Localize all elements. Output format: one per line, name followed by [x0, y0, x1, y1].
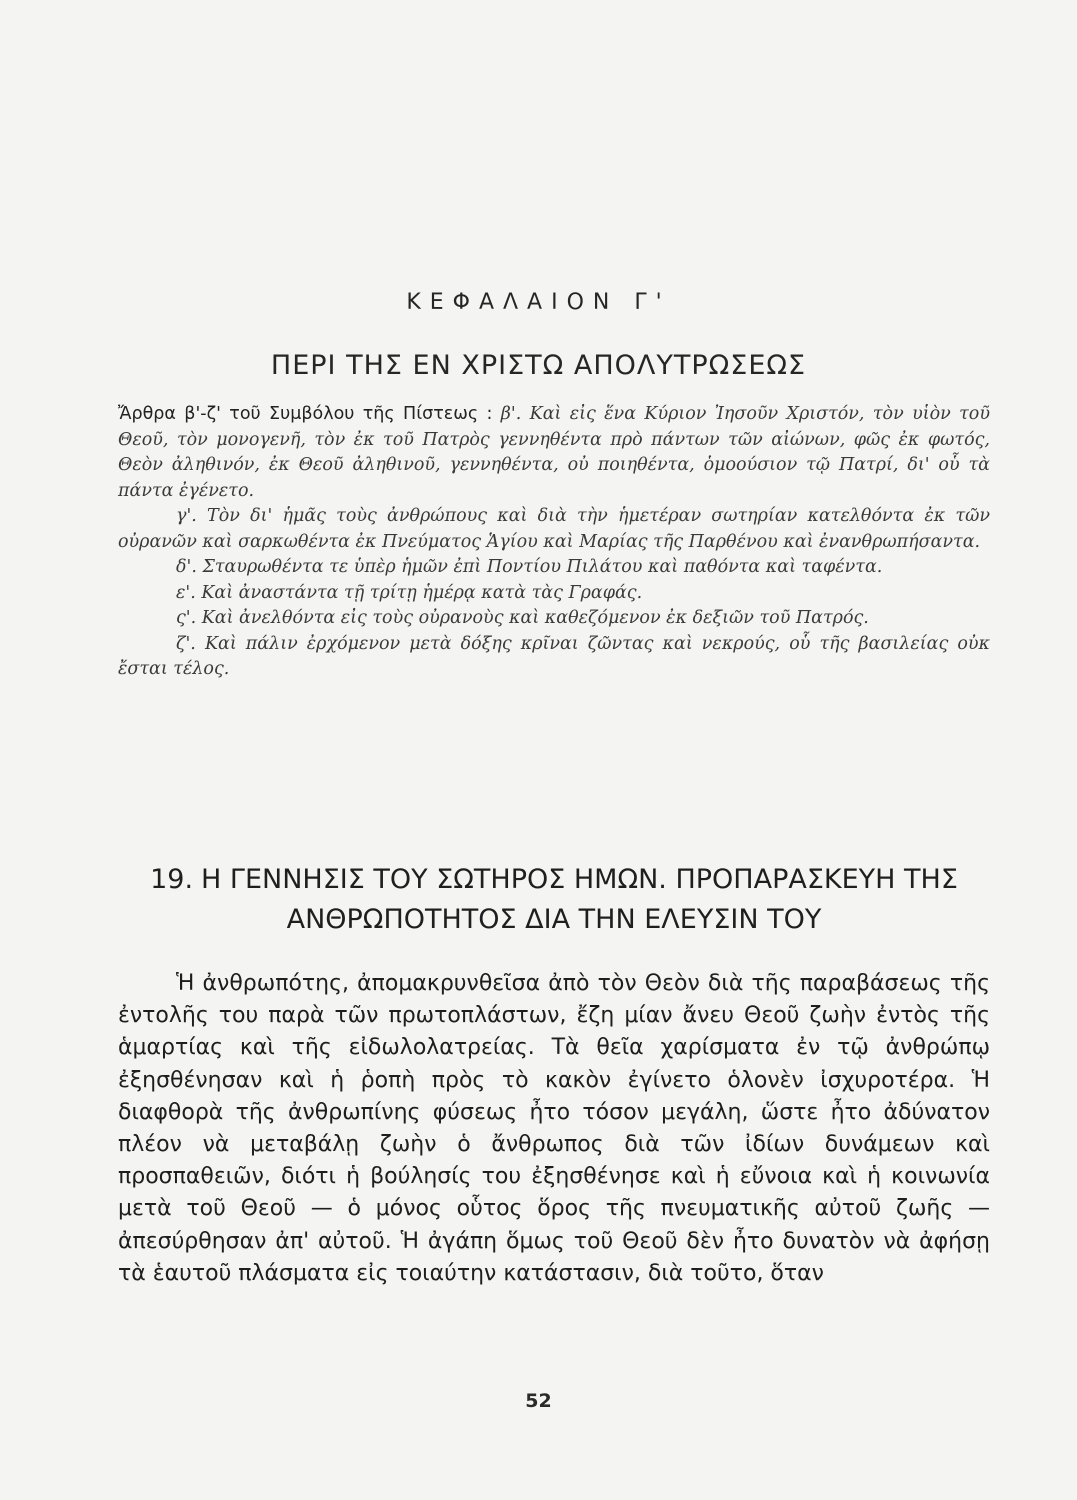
section-number: 19. [150, 864, 194, 895]
page-number: 52 [525, 1390, 552, 1412]
creed-article-3-text: γ'. Τὸν δι' ἡμᾶς τοὺς ἀνθρώπους καὶ διὰ τὴν ἡμετέραν σωτηρίαν κατελθόντα ἐκ τῶν οὐρανῶν καὶ σαρκωθέντα ἐκ Πνεύματος Ἁγίου καὶ Μαρίας τῆς Παρθένου καὶ ἐνανθρωπήσαντα. [118, 506, 990, 552]
creed-article-4 [118, 555, 990, 581]
creed-article-2 [118, 402, 990, 504]
section-title: Η ΓΕΝΝΗΣΙΣ ΤΟΥ ΣΩΤΗΡΟΣ ΗΜΩΝ. ΠΡΟΠΑΡΑΣΚΕΥΗ ΤΗΣ ΑΝΘΡΩΠΟΤΗΤΟΣ ΔΙΑ ΤΗΝ ΕΛΕΥΣΙΝ ΤΟΥ [201, 864, 958, 935]
creed-article-7-text: ζ'. Καὶ πάλιν ἐρχόμενον μετὰ δόξης κρῖναι ζῶντας καὶ νεκρούς, οὗ τῆς βασιλείας οὐκ ἔσται τέλος. [118, 633, 990, 679]
creed-article-5-text: ε'. Καὶ ἀναστάντα τῇ τρίτῃ ἡμέρᾳ κατὰ τὰς Γραφάς. [176, 582, 643, 603]
chapter-label: ΚΕΦΑΛΑΙΟΝ Γ' [406, 290, 671, 315]
creed-article-4-text: δ'. Σταυρωθέντα τε ὑπὲρ ἡμῶν ἐπὶ Ποντίου Πιλάτου καὶ παθόντα καὶ ταφέντα. [176, 557, 883, 577]
creed-article-6-text: ς'. Καὶ ἀνελθόντα εἰς τοὺς οὐρανοὺς καὶ καθεζόμενον ἐκ δεξιῶν τοῦ Πατρός. [176, 608, 869, 628]
body-paragraph: Ἡ ἀνθρωπότης, ἀπομακρυνθεῖσα ἀπὸ τὸν Θεὸν διὰ τῆς παραβάσεως τῆς ἐντολῆς του παρὰ τῶν πρωτοπλάστων, ἔζη μίαν ἄνευ Θεοῦ ζωὴν ἐντὸς τῆς ἁμαρτίας καὶ τῆς εἰδωλολατρείας. Τὰ θεῖα χαρίσματα ἐν τῷ ἀνθρώπῳ ἐξησθένησαν καὶ ἡ ῥοπὴ πρὸς τὸ κακὸν ἐγίνετο ὁλονὲν ἰσχυροτέρα. Ἡ διαφθορὰ τῆς ἀνθρωπίνης φύσεως ἦτο τόσον μεγάλη, ὥστε ἦτο ἀδύνατον πλέον νὰ μεταβάλῃ ζωὴν ὁ ἄνθρωπος διὰ τῶν ἰδίων δυνάμεων καὶ προσπαθειῶν, διότι ἡ βούλησίς του ἐξησθένησε καὶ ἡ εὔνοια καὶ ἡ κοινωνία μετὰ τοῦ Θεοῦ — ὁ μόνος οὗτος ὅρος τῆς πνευματικῆς αὐτοῦ ζωῆς — ἀπεσύρθησαν ἀπ' αὐτοῦ. Ἡ ἀγάπη ὅμως τοῦ Θεοῦ δὲν ἦτο δυνατὸν νὰ ἀφήσῃ τὰ ἑαυτοῦ πλάσματα εἰς τοιαύτην κατάστασιν, διὰ τοῦτο, ὅταν [118, 971, 990, 1286]
chapter-title: ΠΕΡΙ ΤΗΣ ΕΝ ΧΡΙΣΤΩ ΑΠΟΛΥΤΡΩΣΕΩΣ [270, 350, 807, 381]
creed-article-2-text: β'. Καὶ εἰς ἕνα Κύριον Ἰησοῦν Χριστόν, τὸν υἱὸν τοῦ Θεοῦ, τὸν μονογενῆ, τὸν ἐκ τοῦ Πατρὸς γεννηθέντα πρὸ πάντων τῶν αἰώνων, φῶς ἐκ φωτός, Θεὸν ἀληθινόν, ἐκ Θεοῦ ἀληθινοῦ, γεννηθέντα, οὐ ποιηθέντα, ὁμοούσιον τῷ Πατρί, δι' οὗ τὰ πάντα ἐγένετο. [118, 404, 990, 501]
creed-article-5 [118, 581, 990, 607]
creed-articles [118, 402, 990, 683]
creed-article-6 [118, 606, 990, 632]
creed-intro: Ἄρθρα β'-ζ' τοῦ Συμβόλου τῆς Πίστεως : [118, 404, 493, 424]
creed-article-7 [118, 632, 990, 683]
section-heading [118, 860, 990, 940]
creed-article-3 [118, 504, 990, 555]
